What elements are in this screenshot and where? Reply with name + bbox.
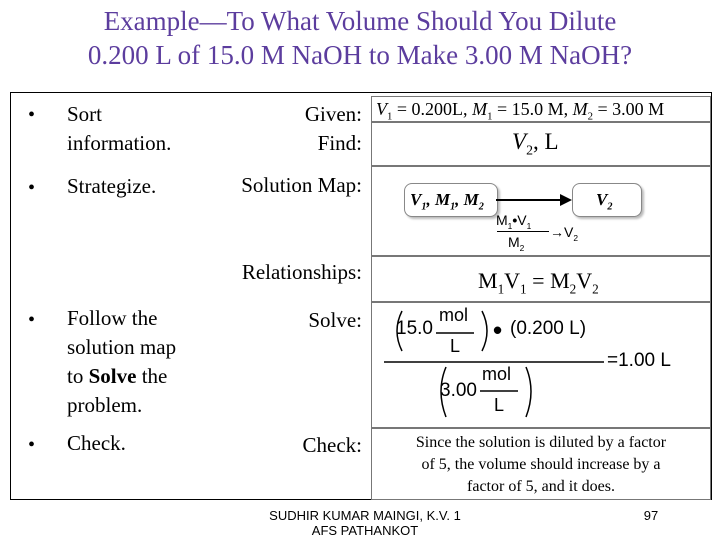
given-values: $V_1 = 0.200L$, $M_1 = 15.0$ M, $M_2 = 3.00$ M	[376, 99, 665, 123]
bullet-solve: •	[28, 309, 36, 331]
bullet-sort: •	[28, 104, 36, 126]
label-given: Given:	[304, 102, 362, 126]
solve-den-unit-bot: L	[494, 395, 505, 415]
title-line-1: Example—To What Volume Should You Dilute	[103, 6, 617, 36]
solve-den-coef: 3.00	[440, 380, 477, 401]
map-fraction-denominator: $M_2$	[508, 234, 525, 253]
step-check: Check.	[67, 431, 126, 455]
solve-num-unit-top: mol	[439, 305, 469, 325]
solve-result: =1.00 L	[607, 350, 671, 371]
check-text	[376, 432, 706, 498]
label-relationships: Relationships:	[241, 260, 362, 284]
bullet-strategize: •	[28, 177, 36, 199]
map-start-label: $V_1$, $M_1$, $M_2$	[410, 190, 484, 213]
slide-title	[0, 4, 720, 72]
check-line-3: factor of 5, and it does.	[467, 478, 615, 495]
table-left-border	[10, 92, 11, 500]
check-line-1: Since the solution is diluted by a factor	[415, 434, 667, 451]
solve-num-coef: 15.0	[396, 318, 433, 339]
den-paren-right	[526, 367, 531, 417]
table-right-border	[711, 92, 712, 500]
bullet-check: •	[28, 434, 36, 456]
map-end-label: $V_2$	[596, 190, 613, 213]
map-arrow-head	[560, 194, 572, 206]
solve-num-volume: (0.200 L)	[510, 318, 587, 339]
label-solve: Solve:	[308, 308, 362, 332]
map-arrow	[496, 190, 572, 210]
map-fraction-numerator: $M_1•V_1$	[496, 212, 532, 231]
title-line-2: 0.200 L of 15.0 M NaOH to Make 3.00 M NaOH?	[87, 40, 633, 70]
find-value: $V_2$, L	[512, 129, 559, 158]
step-solve-line1: Follow the	[67, 306, 158, 330]
step-solve-line4: problem.	[67, 393, 143, 417]
map-fraction-result: $\to V_2$	[550, 224, 579, 243]
footer-author-line2: AFS PATHANKOT	[311, 523, 419, 538]
map-fraction-bar	[497, 231, 549, 232]
step-strategize: Strategize.	[67, 174, 157, 198]
table-top-border	[10, 92, 712, 93]
step-solve-line2: solution map	[67, 335, 177, 359]
label-find: Find:	[317, 131, 362, 155]
step-solve	[67, 304, 176, 420]
relationship-equation: $M_1V_1 = M_2V_2$	[478, 268, 599, 297]
check-line-2: of 5, the volume should increase by a	[421, 456, 661, 473]
solve-den-unit-top: mol	[482, 364, 512, 384]
label-solution-map: Solution Map:	[241, 173, 362, 197]
footer-author-line1: SUDHIR KUMAR MAINGI, K.V. 1	[269, 508, 461, 523]
solve-num-unit-bot: L	[450, 336, 461, 356]
num-paren-right	[482, 311, 487, 351]
step-sort	[67, 100, 171, 158]
label-check: Check:	[302, 433, 362, 457]
step-sort-line1: Sort	[67, 102, 103, 126]
footer-author	[240, 508, 490, 538]
solve-num-dot: •	[493, 315, 503, 345]
step-solve-line3: to Solve the	[67, 364, 168, 388]
page-number: 97	[643, 508, 659, 523]
step-sort-line2: information.	[67, 131, 172, 155]
